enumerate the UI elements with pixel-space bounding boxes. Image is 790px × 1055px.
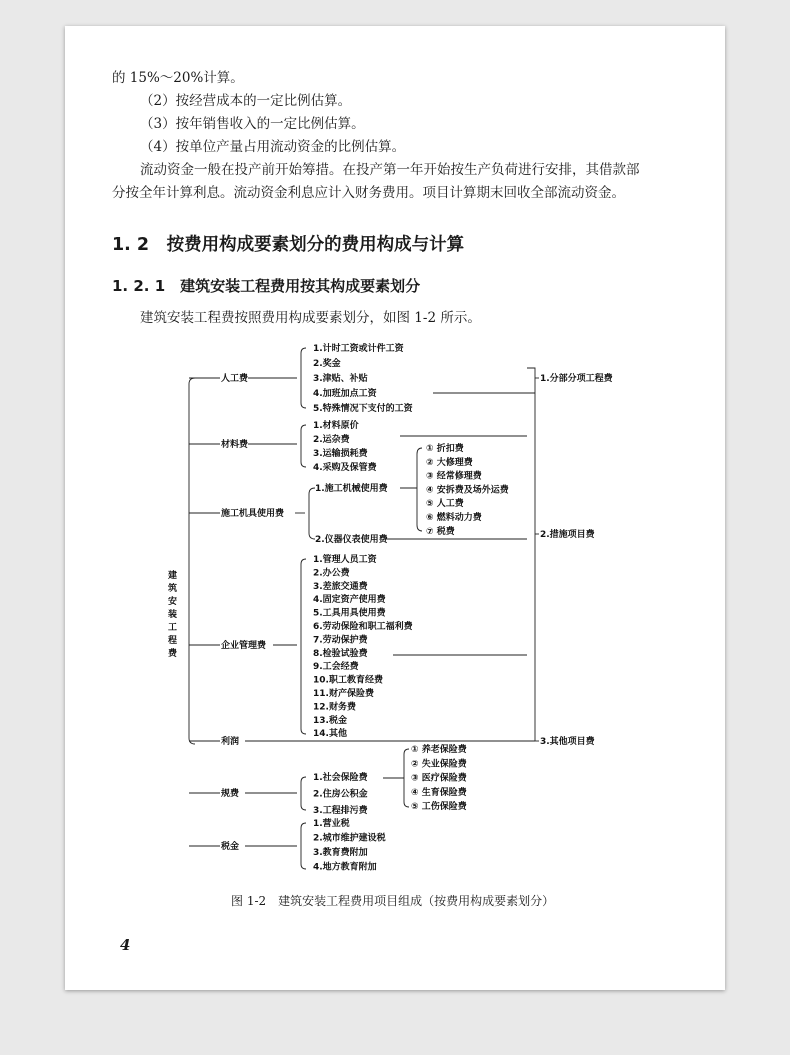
machine-sub-item: ① 折扣费 [426, 444, 464, 454]
management-item: 4.固定资产使用费 [313, 595, 386, 606]
category-label: 材料费 [221, 440, 249, 450]
material-item: 2.运杂费 [313, 435, 350, 445]
management-item: 12.财务费 [313, 702, 356, 713]
tax-item: 4.地方教育附加 [313, 862, 377, 873]
paragraph-line: 分按全年计算利息。流动资金利息应计入财务费用。项目计算期末回收全部流动资金。 [112, 185, 625, 201]
category-label: 税金 [221, 842, 240, 852]
machine-sub-item: ③ 经常修理费 [426, 471, 482, 482]
document-page [65, 26, 725, 990]
tax-item: 2.城市维护建设税 [313, 833, 386, 844]
management-item: 10.职工教育经费 [313, 675, 383, 686]
paragraph-line: （4）按单位产量占用流动资金的比例估算。 [140, 139, 406, 155]
paragraph-line: 流动资金一般在投产前开始筹措。在投产第一年开始按生产负荷进行安排，其借款部 [140, 162, 640, 178]
machine-sub-item: ⑦ 税费 [426, 526, 455, 537]
material-item: 1.材料原价 [313, 421, 359, 431]
root-label [168, 569, 178, 659]
intro-text: 建筑安装工程费按照费用构成要素划分，如图 1-2 所示。 [140, 310, 481, 326]
fee-item: 2.住房公积金 [313, 789, 368, 800]
labor-item: 2.奖金 [313, 359, 341, 369]
machine-sub-item: ② 大修理费 [426, 457, 473, 468]
fee-item: 1.社会保险费 [313, 773, 368, 783]
management-item: 2.办公费 [313, 568, 350, 579]
subsection-heading: 1. 2. 1 建筑安装工程费用按其构成要素划分 [112, 277, 421, 295]
machine-item: 1.施工机械使用费 [315, 484, 388, 494]
labor-item: 5.特殊情况下支付的工资 [313, 404, 413, 414]
insurance-item: ① 养老保险费 [411, 745, 467, 755]
management-item: 5.工具用具使用费 [313, 608, 386, 619]
management-item: 7.劳动保护费 [313, 635, 368, 646]
category-label: 人工费 [221, 374, 249, 384]
paragraph-line: （3）按年销售收入的一定比例估算。 [140, 116, 365, 132]
root-label-char: 筑 [168, 584, 178, 594]
page-number: 4 [120, 936, 131, 954]
section-heading: 1. 2 按费用构成要素划分的费用构成与计算 [112, 235, 465, 255]
target-label: 2.措施项目费 [540, 530, 595, 540]
root-bracket [189, 378, 195, 744]
target-label: 3.其他项目费 [540, 737, 595, 747]
insurance-item: ② 失业保险费 [411, 759, 467, 770]
root-label-char: 程 [168, 636, 178, 646]
insurance-item: ④ 生育保险费 [411, 787, 467, 798]
root-label-char: 费 [168, 649, 178, 659]
labor-item: 1.计时工资或计件工资 [313, 344, 404, 354]
paragraph-line: 的 15%～20%计算。 [112, 70, 244, 86]
root-label-char: 安 [168, 597, 178, 607]
category-label: 规费 [221, 789, 240, 799]
tax-item: 1.营业税 [313, 819, 350, 829]
root-label-char: 装 [168, 610, 178, 620]
management-item: 13.税金 [313, 715, 347, 726]
management-item: 11.财产保险费 [313, 689, 374, 699]
management-item: 6.劳动保险和职工福利费 [313, 622, 413, 632]
management-item: 9.工会经费 [313, 662, 359, 673]
management-item: 3.差旅交通费 [313, 581, 368, 592]
management-item: 14.其他 [313, 729, 347, 740]
target-label: 1.分部分项工程费 [540, 374, 613, 384]
machine-sub-item: ④ 安拆费及场外运费 [426, 485, 509, 496]
material-item: 4.采购及保管费 [313, 463, 377, 473]
insurance-item: ⑤ 工伤保险费 [411, 802, 467, 813]
category-label: 施工机具使用费 [221, 509, 285, 519]
management-item: 1.管理人员工资 [313, 555, 377, 565]
machine-sub-item: ⑤ 人工费 [426, 499, 464, 510]
labor-item: 3.津贴、补贴 [313, 374, 368, 384]
management-item: 8.检验试验费 [313, 648, 368, 659]
category-label: 企业管理费 [221, 641, 267, 651]
cost-composition-diagram [65, 26, 725, 990]
root-label-char: 工 [168, 623, 178, 633]
tax-item: 3.教育费附加 [313, 848, 368, 858]
material-item: 3.运输损耗费 [313, 449, 368, 459]
fee-item: 3.工程排污费 [313, 806, 368, 816]
paragraph-line: （2）按经营成本的一定比例估算。 [140, 93, 352, 109]
insurance-item: ③ 医疗保险费 [411, 773, 467, 784]
machine-item: 2.仪器仪表使用费 [315, 535, 388, 545]
machine-sub-item: ⑥ 燃料动力费 [426, 513, 482, 523]
figure-caption: 图 1-2 建筑安装工程费用项目组成（按费用构成要素划分） [231, 894, 555, 908]
labor-item: 4.加班加点工资 [313, 389, 377, 399]
category-label: 利润 [221, 737, 240, 747]
root-label-char: 建 [168, 571, 178, 581]
